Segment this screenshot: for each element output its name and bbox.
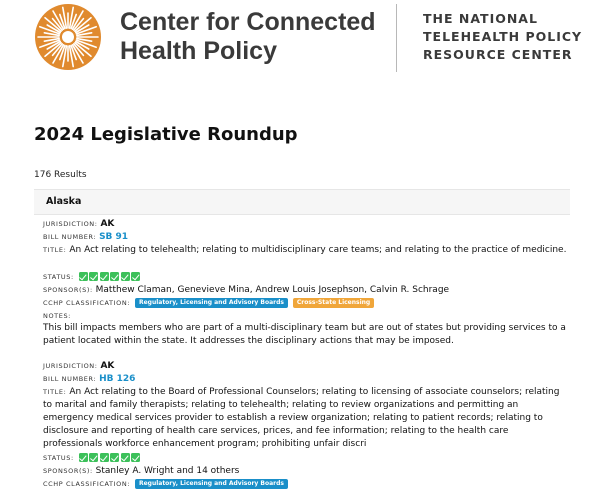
jurisdiction-value: AK — [100, 361, 115, 371]
classification-badge-regulatory[interactable]: Regulatory, Licensing and Advisory Boards — [135, 298, 288, 308]
jurisdiction-row — [43, 360, 114, 373]
bill-title — [43, 244, 570, 257]
state-name: Alaska — [46, 196, 82, 207]
bill-number-row — [43, 231, 128, 244]
status-label: STATUS: — [43, 273, 74, 281]
site-header — [0, 0, 600, 80]
classification-row — [43, 297, 374, 310]
results-count: 176 Results — [34, 170, 87, 180]
jurisdiction-value: AK — [100, 219, 115, 229]
status-check-icon — [131, 272, 140, 281]
status-check-icon — [100, 272, 109, 281]
resource-center-logo[interactable] — [423, 10, 582, 64]
jurisdiction-row — [43, 218, 114, 231]
classification-label: CCHP CLASSIFICATION: — [43, 299, 131, 307]
status-check-icon — [110, 272, 119, 281]
state-group-header[interactable] — [34, 189, 570, 215]
header-divider — [396, 4, 397, 72]
page-title: 2024 Legislative Roundup — [34, 124, 298, 145]
sponsors-row — [43, 465, 239, 478]
status-check-icon — [121, 272, 130, 281]
sponsors-label: SPONSOR(S): — [43, 286, 93, 294]
classification-badge-regulatory[interactable]: Regulatory, Licensing and Advisory Boards — [135, 479, 288, 489]
resource-line3: RESOURCE CENTER — [423, 47, 573, 62]
status-check-icon — [121, 453, 130, 462]
org-name-line2: Health Policy — [120, 37, 277, 65]
status-check-icon — [131, 453, 140, 462]
classification-label: CCHP CLASSIFICATION: — [43, 480, 131, 488]
sponsors-row — [43, 284, 449, 297]
org-name-line1: Center for Connected — [120, 8, 376, 36]
status-check-icon — [79, 453, 88, 462]
bill-number-link[interactable]: SB 91 — [99, 232, 129, 242]
sponsors-label: SPONSOR(S): — [43, 467, 93, 475]
bill-number-link[interactable]: HB 126 — [99, 374, 136, 384]
notes-label: NOTES: — [43, 312, 71, 320]
org-name[interactable] — [120, 8, 376, 66]
bill-number-row — [43, 373, 135, 386]
sponsors-value: Matthew Claman, Genevieve Mina, Andrew Louis Josephson, Calvin R. Schrage — [95, 285, 450, 295]
bill-notes: This bill impacts members who are part of a multi-disciplinary team but are out of states but providing services to a patient located within the state. It addresses the disciplinary actions that may be imposed. — [43, 323, 566, 346]
bill-number-label: BILL NUMBER: — [43, 375, 97, 383]
classification-row — [43, 478, 288, 491]
title-label: TITLE: — [43, 246, 67, 254]
status-check-icon — [110, 453, 119, 462]
title-label: TITLE: — [43, 388, 67, 396]
status-check-icon — [89, 272, 98, 281]
status-check-icon — [89, 453, 98, 462]
status-check-icon — [79, 272, 88, 281]
jurisdiction-label: JURISDICTION: — [43, 362, 98, 370]
bill-title — [43, 386, 570, 451]
classification-badge-cross-state[interactable]: Cross-State Licensing — [293, 298, 374, 308]
sunburst-logo-icon[interactable] — [34, 3, 102, 71]
resource-line1: THE NATIONAL — [423, 11, 538, 26]
sponsors-value: Stanley A. Wright and 14 others — [95, 466, 240, 476]
resource-line2: TELEHEALTH POLICY — [423, 29, 583, 44]
jurisdiction-label: JURISDICTION: — [43, 220, 98, 228]
status-check-icon — [100, 453, 109, 462]
bill-number-label: BILL NUMBER: — [43, 233, 97, 241]
bill-title-text: An Act relating to the Board of Professional Counselors; relating to licensing of associate counselors; relating to marital and family therapists; relating to telehealth; relating to review organizations and permitting an emergency medical services provider to establish a review organization; relating to patient records; relating to disclosure and reporting of health care services, prices, and fee information; relating to the health care professionals workforce enhancement program; prohibiting unfair discri — [43, 387, 560, 449]
bill-title-text: An Act relating to telehealth; relating to multidisciplinary care teams; and relating to the practice of medicine. — [69, 245, 567, 255]
status-label: STATUS: — [43, 454, 74, 462]
